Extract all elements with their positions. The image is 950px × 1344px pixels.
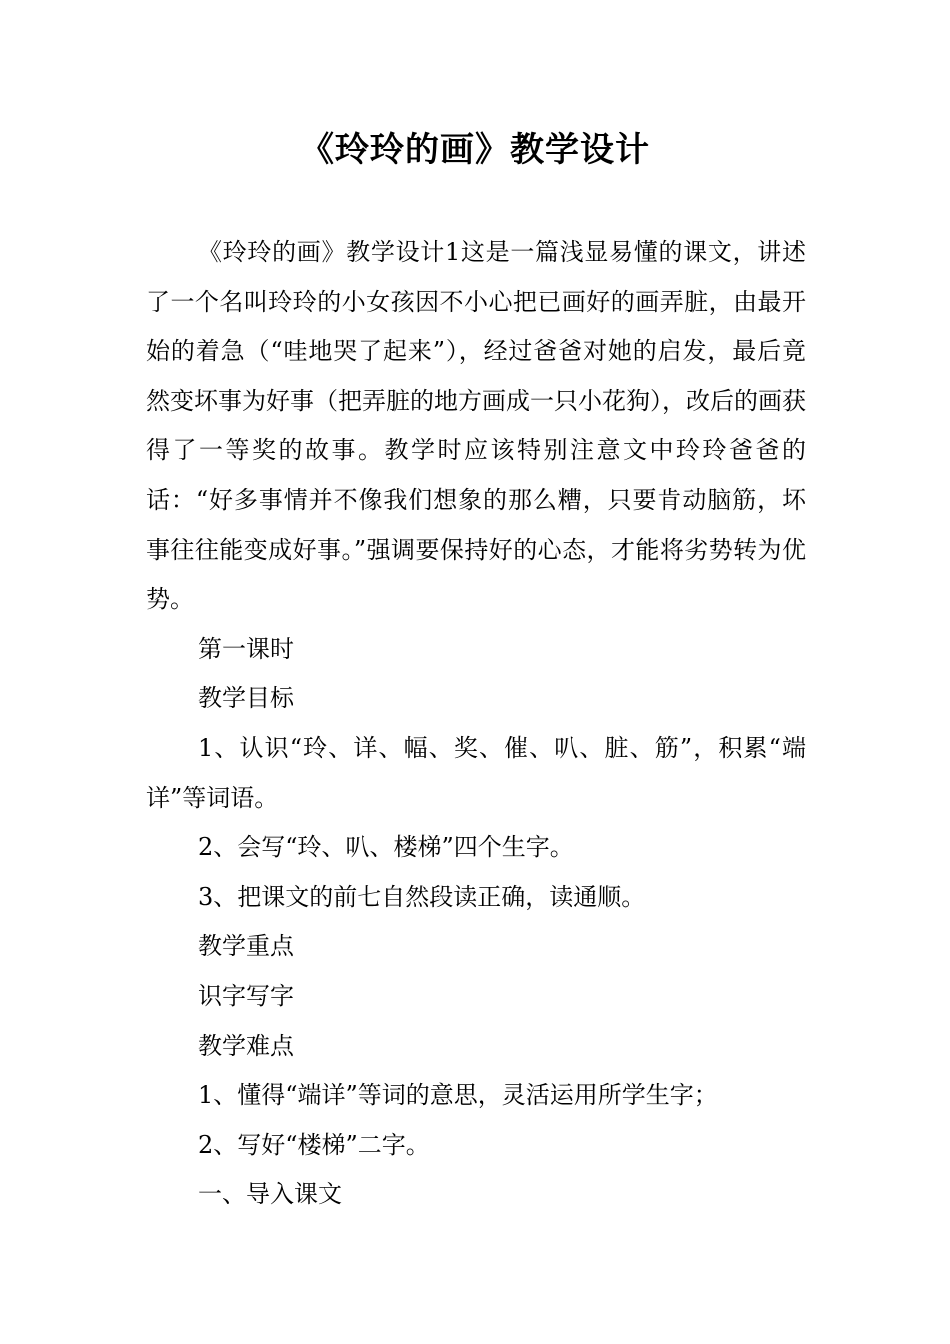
document-body [146,228,806,1220]
difficulty-item-1: 1、懂得“端详”等词的意思，灵活运用所学生字； [198,1081,718,1110]
section-heading-intro: 一、导入课文 [198,1180,342,1209]
section-heading-difficulty: 教学难点 [198,1031,294,1060]
goal-item-3: 3、把课文的前七自然段读正确，读通顺。 [198,882,646,911]
lesson-heading: 第一课时 [198,634,294,663]
goal-item-1: 1、认识“玲、详、幅、奖、催、叭、脏、筋”，积累“端详”等词语。 [146,733,806,812]
goal-item-2: 2、会写“玲、叭、楼梯”四个生字。 [198,833,574,862]
section-heading-goals: 教学目标 [198,684,294,713]
intro-paragraph: 《玲玲的画》教学设计1这是一篇浅显易懂的课文，讲述了一个名叫玲玲的小女孩因不小心把已画好的画弄脏，由最开始的着急（“哇地哭了起来”），经过爸爸对她的启发，最后竟然变坏事为好事（把弄脏的地方画成一只小花狗），改后的画获得了一等奖的故事。教学时应该特别注意文中玲玲爸爸的话：“好多事情并不像我们想象的那么糟，只要肯动脑筋，坏事往往能变成好事。”强调要保持好的心态，才能将劣势转为优势。 [146,238,806,614]
difficulty-item-2: 2、写好“楼梯”二字。 [198,1130,430,1159]
focus-text: 识字写字 [198,981,294,1010]
document-title: 《玲玲的画》教学设计 [300,130,650,170]
section-heading-focus: 教学重点 [198,932,294,961]
